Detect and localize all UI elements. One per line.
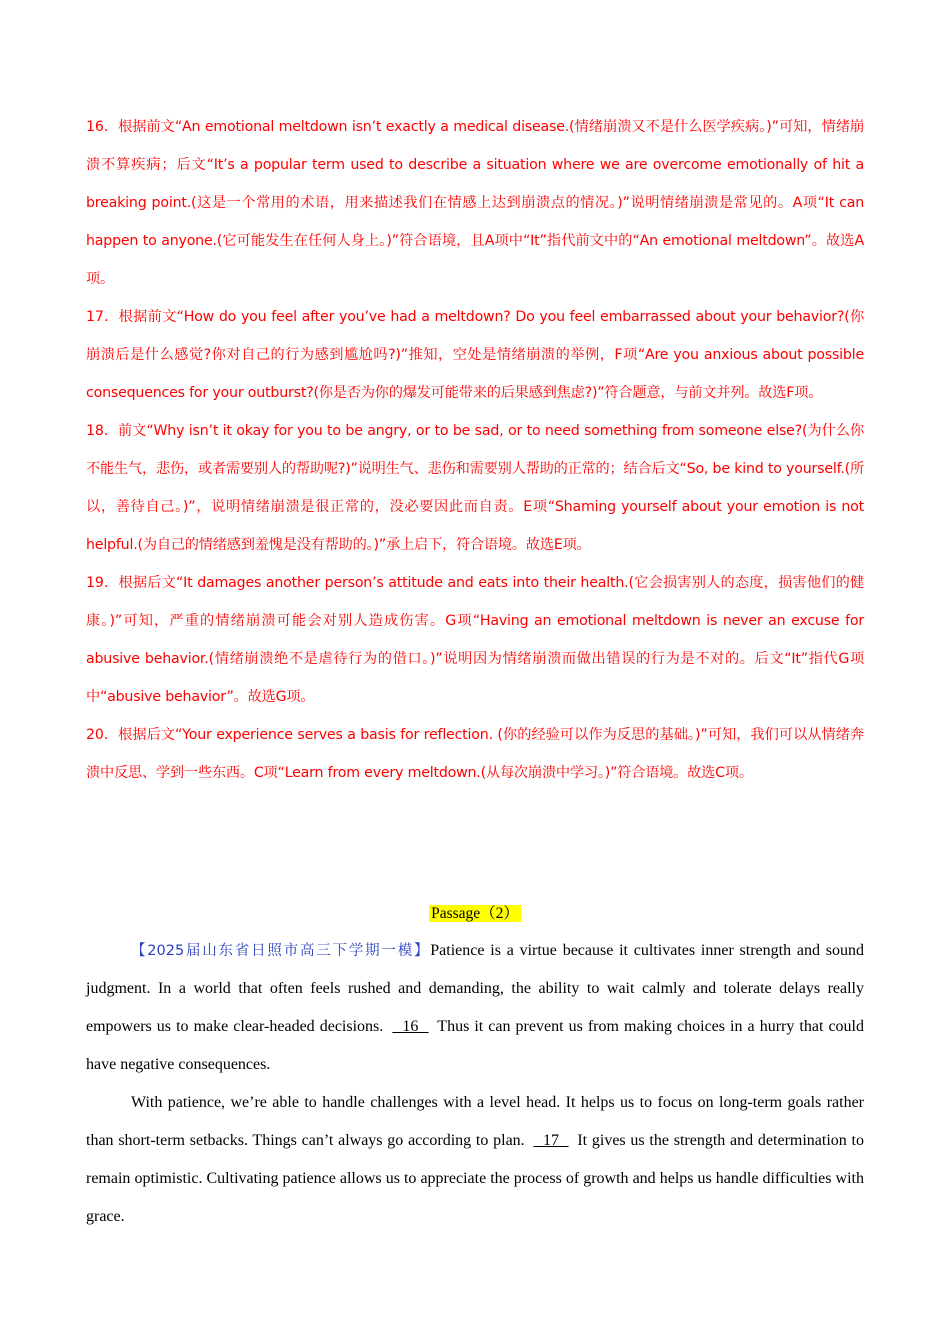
blank-16: 16 <box>392 1018 429 1035</box>
paragraph-text: It gives us the strength and determination to remain optimistic. Cultivating patience allows us to appreciate the process of growth and helps us handle difficulties with grace. <box>86 1132 865 1225</box>
explanation-text: 根据后文“Your experience serves a basis for reflection. (你的经验可以作为反思的基础。)”可知，我们可以从情绪奔溃中反思、学到一些东西。C项“Learn from every meltdown.(从每次崩溃中学习。)”符合语境。故选C项。 <box>86 727 864 781</box>
passage-paragraph-2 <box>86 1084 864 1236</box>
explanation-20 <box>86 716 864 792</box>
paragraph-text: Patience is a virtue because it cultivates inner strength and sound judgment. In a world that often feels rushed and demanding, the ability to wait calmly and tolerate delays really empowers us to make clear-headed decisions. <box>86 942 864 1035</box>
explanation-19 <box>86 564 864 716</box>
passage-title: Passage（2） <box>431 905 519 922</box>
blank-17: 17 <box>533 1132 569 1149</box>
question-number: 16． <box>86 119 119 135</box>
explanation-text: 根据前文“An emotional meltdown isn’t exactly a medical disease.(情绪崩溃又不是什么医学疾病。)”可知，情绪崩溃不算疾病；后文“It’s a popular term used to describe a situation where we are overcome emotionally of hit a breaking point.(这是一个常用的术语，用来描述我们在情感上达到崩溃点的情况。)”说明情绪崩溃是常见的。A项“It can happen to anyone.(它可能发生在任何人身上。)”符合语境，且A项中“It”指代前文中的“An emotional meltdown”。故选A项。 <box>86 119 865 287</box>
explanation-16 <box>86 108 864 298</box>
explanation-text: 根据前文“How do you feel after you’ve had a meltdown? Do you feel embarrassed about your behavior?(你崩溃后是什么感觉?你对自己的行为感到尴尬吗?)”推知，空处是情绪崩溃的举例，F项“Are you anxious about possible consequences for your outburst?(你是否为你的爆发可能带来的后果感到焦虑?)”符合题意，与前文并列。故选F项。 <box>86 309 865 401</box>
passage-body <box>86 932 864 1236</box>
question-number: 20． <box>86 727 119 743</box>
explanation-18 <box>86 412 864 564</box>
passage-paragraph-1 <box>86 932 864 1084</box>
question-number: 19． <box>86 575 119 591</box>
passage-heading <box>0 896 950 932</box>
question-number: 17． <box>86 309 119 325</box>
answer-explanations <box>86 108 864 792</box>
explanation-17 <box>86 298 864 412</box>
question-number: 18． <box>86 423 118 439</box>
paragraph-text: Thus it can prevent us from making choices in a hurry that could have negative consequences. <box>86 1018 865 1073</box>
paragraph-text: With patience, we’re able to handle challenges with a level head. It helps us to focus on long-term goals rather than short-term setbacks. Things can’t always go according to plan. <box>86 1094 864 1149</box>
explanation-text: 根据后文“It damages another person’s attitude and eats into their health.(它会损害别人的态度，损害他们的健康。)”可知，严重的情绪崩溃可能会对别人造成伤害。G项“Having an emotional meltdown is never an excuse for abusive behavior.(情绪崩溃绝不是虐待行为的借口。)”说明因为情绪崩溃而做出错误的行为是不对的。后文“It”指代G项中“abusive behavior”。故选G项。 <box>86 575 865 705</box>
explanation-text: 前文“Why isn’t it okay for you to be angry, or to be sad, or to need something from someone else?(为什么你不能生气，悲伤，或者需要别人的帮助呢?)”说明生气、悲伤和需要别人帮助的正常的；结合后文“So, be kind to yourself.(所以，善待自己。)”，说明情绪崩溃是很正常的，没必要因此而自责。E项“Shaming yourself about your emotion is not helpful.(为自己的情绪感到羞愧是没有帮助的。)”承上启下，符合语境。故选E项。 <box>86 423 864 553</box>
source-label: 【2025届山东省日照市高三下学期一模】 <box>131 943 431 959</box>
